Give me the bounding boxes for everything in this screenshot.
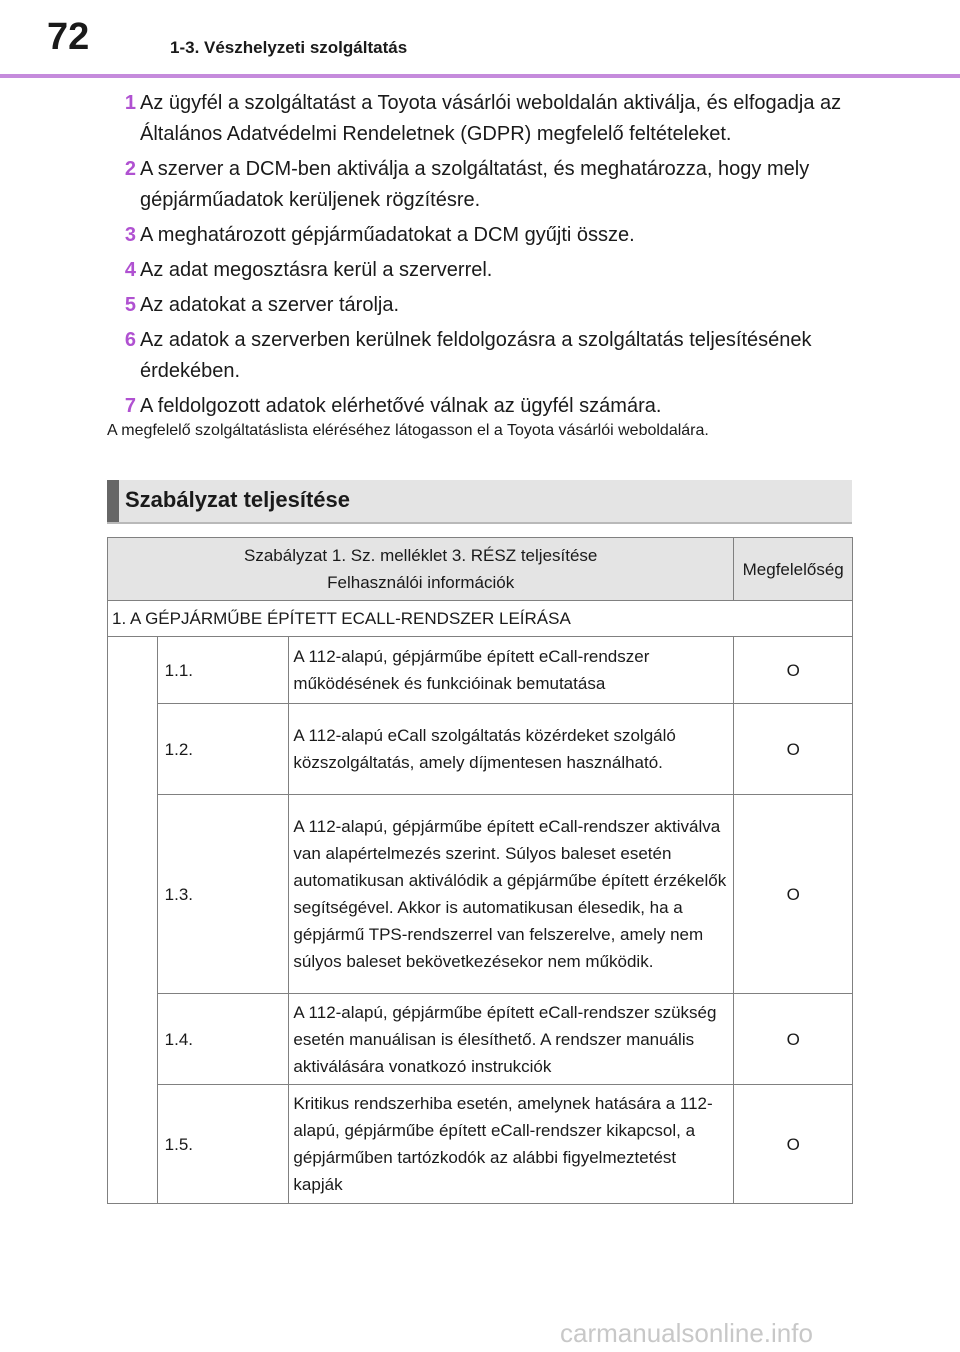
step-text: Az adatokat a szerver tárolja. [140, 294, 400, 316]
table-header-row [108, 538, 853, 601]
step-item [100, 154, 860, 216]
step-number: 6 [124, 329, 136, 351]
step-number: 2 [124, 158, 136, 180]
step-text: Az adat megosztásra kerül a szerverrel. [140, 259, 493, 281]
row-description: A 112-alapú, gépjárműbe épített eCall-rendszer működésének és funkcióinak bemutatása [289, 637, 734, 704]
row-compliance: O [734, 994, 853, 1085]
website-note: A megfelelő szolgáltatáslista eléréséhez látogasson el a Toyota vásárlói weboldalára. [107, 422, 709, 439]
step-item [100, 88, 860, 150]
step-text: A meghatározott gépjárműadatokat a DCM gyűjti össze. [140, 224, 635, 246]
table-row [108, 795, 853, 994]
section-title: 1-3. Vészhelyzeti szolgáltatás [170, 38, 408, 57]
row-number: 1.2. [157, 704, 289, 795]
page-header [0, 0, 960, 78]
indent-cell [108, 637, 158, 1204]
step-text: Az adatok a szerverben kerülnek feldolgozásra a szolgáltatás teljesítésének érdekében. [140, 329, 812, 382]
table-header-main [108, 538, 734, 601]
table-row [108, 704, 853, 795]
compliance-table [107, 537, 853, 1204]
step-item [100, 220, 860, 251]
table-row [108, 1085, 853, 1204]
step-number: 3 [124, 224, 136, 246]
row-compliance: O [734, 1085, 853, 1204]
step-number: 7 [124, 395, 136, 417]
table-section-row [108, 601, 853, 637]
section-heading-bar [107, 480, 852, 524]
step-text: A feldolgozott adatok elérhetővé válnak az ügyfél számára. [140, 395, 662, 417]
step-number: 1 [124, 92, 136, 114]
row-description: A 112-alapú eCall szolgáltatás közérdeket szolgáló közszolgáltatás, amely díjmentesen használható. [289, 704, 734, 795]
row-number: 1.3. [157, 795, 289, 994]
row-description: A 112-alapú, gépjárműbe épített eCall-rendszer aktiválva van alapértelmezés szerint. Súlyos baleset esetén automatikusan aktiválódik a gépjárműbe épített érzékelők segítségével. Akkor is automatikusan élesedik, ha a gépjármű TPS-rendszerrel van felszerelve, amely nem súlyos baleset bekövetkezésekor nem működik. [289, 795, 734, 994]
watermark-logo: carmanualsonline.info [560, 1318, 813, 1348]
page-number: 72 [47, 16, 90, 58]
section-heading: Szabályzat teljesítése [125, 487, 351, 512]
step-number: 5 [124, 294, 136, 316]
step-item [100, 290, 860, 321]
row-compliance: O [734, 637, 853, 704]
table-row [108, 637, 853, 704]
row-compliance: O [734, 704, 853, 795]
step-text: A szerver a DCM-ben aktiválja a szolgáltatást, és meghatározza, hogy mely gépjárműadatok kerüljenek rögzítésre. [140, 158, 810, 211]
step-number: 4 [124, 259, 136, 281]
row-number: 1.1. [157, 637, 289, 704]
table-header-compliance: Megfelelőség [734, 538, 853, 601]
step-item [100, 255, 860, 286]
header-rule [0, 74, 960, 78]
steps-list [100, 88, 860, 426]
table-row [108, 994, 853, 1085]
heading-accent [107, 480, 119, 522]
row-description: Kritikus rendszerhiba esetén, amelynek hatására a 112-alapú, gépjárműbe épített eCall-rendszer kikapcsol, a gépjárműben tartózkodók az alábbi figyelmeztetést kapják [289, 1085, 734, 1204]
row-number: 1.5. [157, 1085, 289, 1204]
row-description: A 112-alapú, gépjárműbe épített eCall-rendszer szükség esetén manuálisan is élesíthető. A rendszer manuális aktiválására vonatkozó instrukciók [289, 994, 734, 1085]
section-row-label: 1. A GÉPJÁRMŰBE ÉPÍTETT ECALL-RENDSZER LEÍRÁSA [108, 601, 853, 637]
step-item [100, 325, 860, 387]
header-main-line2: Felhasználói információk [327, 573, 515, 592]
step-text: Az ügyfél a szolgáltatást a Toyota vásárlói weboldalán aktiválja, és elfogadja az Általános Adatvédelmi Rendeletnek (GDPR) megfelelő feltételeket. [140, 92, 842, 145]
step-item [100, 391, 860, 422]
row-compliance: O [734, 795, 853, 994]
row-number: 1.4. [157, 994, 289, 1085]
header-main-line1: Szabályzat 1. Sz. melléklet 3. RÉSZ teljesítése [244, 546, 598, 565]
